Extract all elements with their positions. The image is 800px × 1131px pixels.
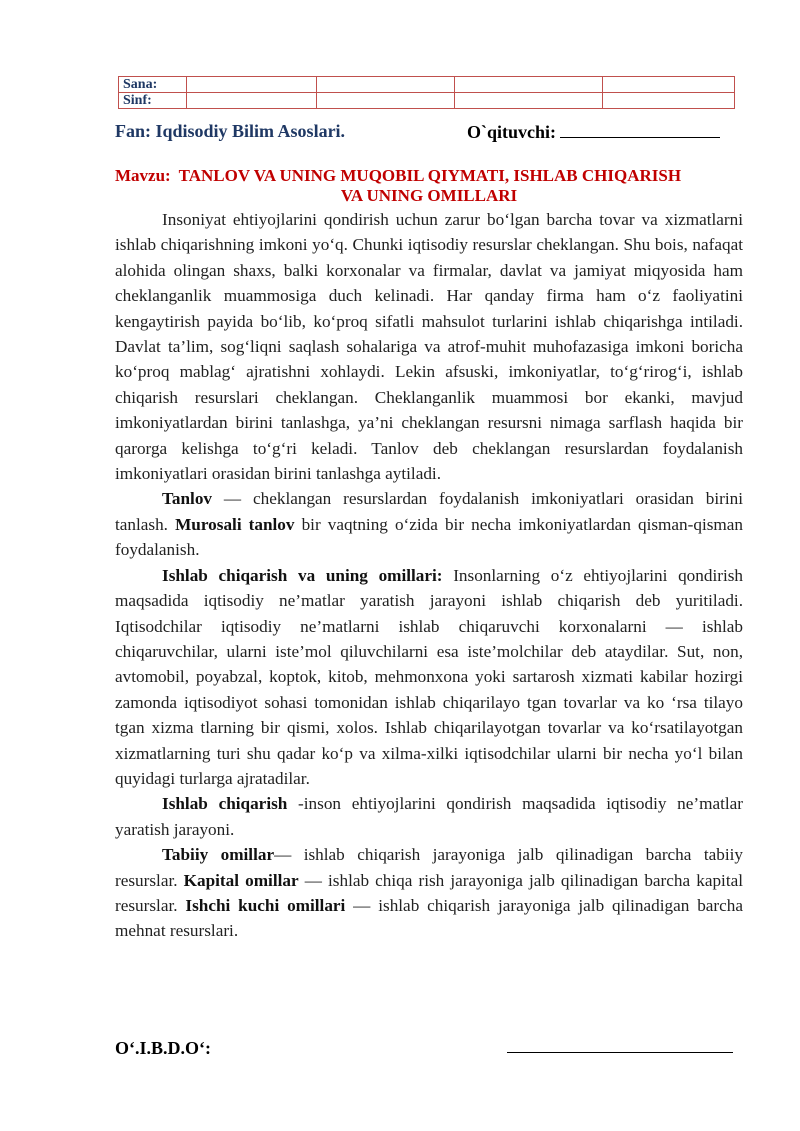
definition-murosali-tanlov: bir vaqtning o‘zida bir necha imkoniyatlardan qisman-qisman foydalanish. [115, 514, 743, 560]
signature-line [507, 1052, 733, 1053]
topic-label: Mavzu: [115, 166, 171, 185]
footer-signature [115, 1038, 735, 1059]
subject-name: Fan: Iqdisodiy Bilim Asoslari. [115, 121, 346, 141]
term-capital-factors: Kapital omillar [183, 870, 299, 890]
definition-natural-factors: — ishlab chiqarish jarayoniga jalb qilinadigan barcha tabiiy resurslar. [115, 845, 743, 890]
sana-label: Sana: [119, 77, 187, 93]
term-labor-factors: Ishchi kuchi omillari [185, 895, 346, 915]
term-production: Ishlab chiqarish [162, 794, 288, 814]
sana-cell [187, 77, 317, 93]
subject-line [115, 121, 735, 142]
teacher-label: O`qituvchi: [467, 122, 557, 142]
sinf-row [119, 93, 735, 109]
paragraph-intro: Insoniyat ehtiyojlarini qondirish uchun zarur bo‘lgan barcha tovar va xizmatlarni ishlab chiqarishning imkoni yo‘q. Chunki iqtisodiy resurslar cheklangan. Shu bois, nafaqat alohida olingan shaxs, balki korxonalar va firmalar, davlat va jamiyat miqyosida ham cheklanganlik muammosiga duch kelinadi. Har qanday firma ham o‘z faoliyatini kengaytirish payida bo‘lib, ko‘proq sifatli mahsulot turlarini ishlab chiqarishga intiladi. Davlat ta’lim, sog‘liqni saqlash sohalariga va atrof-muhit muhofazasiga imkoni boricha ko‘proq mablag‘ ajratishni xohlaydi. Lekin afsuski, imkoniyatlar, to‘g‘rirog‘i, ishlab chiqarish resurslari cheklangan. Cheklanganlik muammosi bor ekanki, mavjud imkoniyatlardan birini tanlashga, ya’ni cheklangan resursni nimaga sarflash haqida bir qarorga kelishga to‘g‘ri keladi. Tanlov deb cheklangan resurslardan foydalanish imkoniyatlari orasidan birini tanlashga aytiladi. [115, 210, 743, 484]
topic-title-1: TANLOV VA UNING MUQOBIL QIYMATI, ISHLAB CHIQARISH [178, 166, 682, 185]
sana-cell [317, 77, 455, 93]
sinf-label: Sinf: [119, 93, 187, 109]
sinf-cell [317, 93, 455, 109]
date-class-table [118, 76, 735, 109]
paragraph-tanlov [115, 486, 743, 562]
topic-heading [115, 166, 743, 206]
definition-production: -inson ehtiyojlarini qondirish maqsadida iqtisodiy ne’matlar yaratish jarayoni. [115, 794, 743, 839]
paragraph-production [115, 791, 743, 842]
term-murosali-tanlov: Murosali tanlov [175, 514, 295, 534]
document-body [115, 207, 743, 944]
sinf-cell [603, 93, 735, 109]
term-tanlov: Tanlov [162, 489, 213, 509]
sinf-cell [187, 93, 317, 109]
paragraph-production-factors [115, 563, 743, 792]
topic-line-1 [115, 166, 743, 186]
definition-capital-factors: — ishlab chiqa rish jarayoniga jalb qilinadigan barcha kapital resurslar. [115, 870, 744, 915]
footer-label: O‘.I.B.D.O‘: [115, 1038, 211, 1058]
teacher-blank-line [560, 121, 720, 138]
term-production-factors: Ishlab chiqarish va uning omillari: [162, 565, 443, 585]
sana-row [119, 77, 735, 93]
sana-cell [603, 77, 735, 93]
definition-labor-factors: — ishlab chiqarish jarayoniga jalb qilinadigan barcha mehnat resurslari. [115, 895, 743, 941]
sana-cell [455, 77, 603, 93]
topic-title-2: VA UNING OMILLARI [340, 186, 518, 205]
text-production-factors: Insonlarning o‘z ehtiyojlarini qondirish maqsadida iqtisodiy ne’matlar yaratish jarayoni ishlab chiqarish deb yuritiladi. Iqtisodchilar iqtisodiy ne’matlarni ishlab chiqaruvchi korxonalarni — ishlab chiqaruvchilar, ularni iste’mol qiluvchilarni esa iste’molchilar deb ataydilar. Sut, non, avtomobil, poyabzal, koptok, kitob, mehmonxona yoki sartarosh xizmati kabilar hozirgi zamonda iqtisodiyot sohasi tomonidan ishlab chiqarilayo tgan tovarlar va ko ‘rsa tilayo tgan xizma tlarning bir qismi, xolos. Ishlab chiqarilayotgan tovarlar va ko‘rsatilayotgan xizmatlarning turi shu qadar ko‘p va xilma-xilki iqtisodchilar ularni bir necha yo‘l bilan quyidagi turlarga ajratadilar. [115, 565, 743, 788]
teacher-field [467, 121, 720, 143]
paragraph-factor-types [115, 842, 743, 944]
sinf-cell [455, 93, 603, 109]
term-natural-factors: Tabiiy omillar [162, 845, 275, 865]
definition-tanlov: — cheklangan resurslardan foydalanish imkoniyatlari orasidan birini tanlash. [115, 489, 743, 534]
